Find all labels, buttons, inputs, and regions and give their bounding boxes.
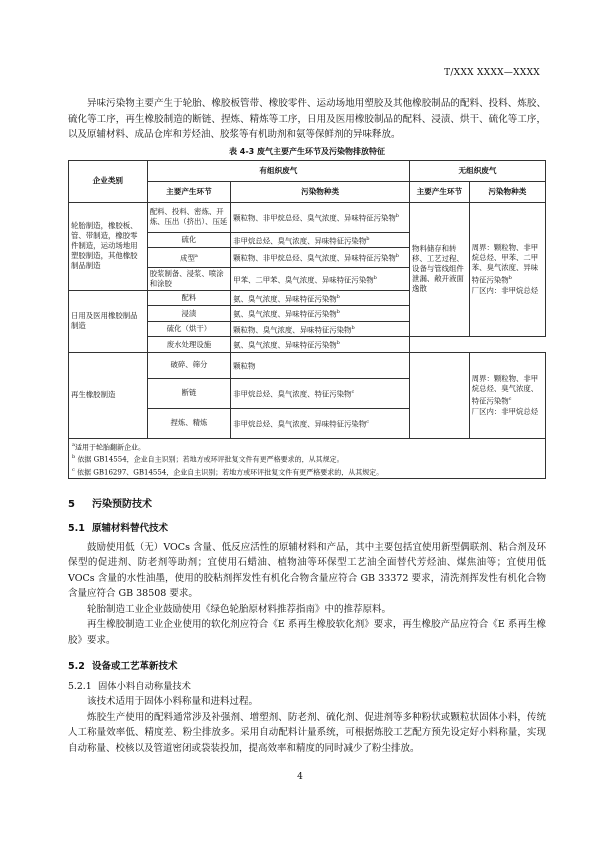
document-id: T/XXX XXXX—XXXX xyxy=(444,68,540,78)
unorg-link-shared: 物料储存和转移、工艺过程、设备与管线组件泄漏、敞开液面逸散 xyxy=(410,202,470,337)
section-5-1-paragraph-2: 轮胎制造工业企业鼓励使用《绿色轮胎原材料推荐指南》中的推荐原料。 xyxy=(87,603,392,615)
pollutant-cell: 非甲烷总烃、臭气浓度、特征污染物$^c$ xyxy=(231,378,410,408)
emission-table xyxy=(68,160,546,479)
link-cell: 成型$^a$ xyxy=(147,247,230,267)
note-a: $^a$适用于轮胎翻新企业。 xyxy=(72,441,145,452)
section-5-1-heading: 5.1 原辅材料替代技术 xyxy=(68,522,169,534)
link-cell: 配料、投料、密炼、开炼、压出（挤出）、压延 xyxy=(147,202,230,232)
header-main-link-unorganized: 主要产生环节 xyxy=(410,181,470,202)
category-recycled-rubber: 再生橡胶制造 xyxy=(69,352,148,438)
unorg-pollutant-group3: 周界：颗粒物、非甲烷总烃、臭气浓度、特征污染物$^c$ 厂区内：非甲烷总烃 xyxy=(469,352,545,438)
header-main-link-organized: 主要产生环节 xyxy=(147,181,230,202)
section-5-2-1-heading: 5.2.1 固体小料自动称量技术 xyxy=(68,681,191,693)
section-5-1-paragraph-3: 再生橡胶制造工业企业使用的软化剂应符合《E 系再生橡胶软化剂》要求，再生橡胶产品应符合《E 系再生橡胶》要求。 xyxy=(68,619,546,646)
link-cell: 废水处理设施 xyxy=(147,337,230,352)
pollutant-cell: 颗粒物、臭气浓度、异味特征污染物$^b$ xyxy=(231,321,410,336)
section-5-2-heading: 5.2 设备或工艺革新技术 xyxy=(68,661,178,673)
pollutant-cell: 氨、臭气浓度、异味特征污染物$^b$ xyxy=(231,290,410,305)
table-row xyxy=(69,352,546,378)
link-cell: 断链 xyxy=(147,378,230,408)
link-cell: 浸渍 xyxy=(147,306,230,321)
header-organized: 有组织废气 xyxy=(147,160,409,181)
header-category: 企业类别 xyxy=(69,160,148,202)
section-5-2-1-paragraph-1: 该技术适用于固体小料称量和进料过程。 xyxy=(87,696,259,708)
link-cell: 胶浆制备、浸浆、喷涂和涂胶 xyxy=(147,267,230,290)
section-5-1-paragraph-1: 鼓励使用低（无）VOCs 含量、低反应活性的原辅材料和产品，其中主要包括宜使用新型偶联剂、粘合剂及环保型的促进剂、防老剂等助剂；宜使用石蜡油、植物油等环保型工艺油全面替代芳烃油、煤焦油等；宜使用低 VOCs 含量的水性油墨，使用的胶粘剂挥发性有机化合物含量应符合 GB 33372 要求，清洗剂挥发性有机化合物含量应符合 GB 38508 要求。 xyxy=(68,541,546,600)
header-unorganized: 无组织废气 xyxy=(410,160,546,181)
page-number: 4 xyxy=(297,772,303,782)
note-c: $^c$ 依据 GB16297、GB14554，企业自主识别；若地方或环评批复文件有更严格要求的，从其规定。 xyxy=(72,466,384,476)
header-pollutant-organized: 污染物种类 xyxy=(231,181,410,202)
category-daily-medical: 日用及医用橡胶制品制造 xyxy=(69,290,148,352)
unorg-pollutant-group1-2: 周界：颗粒物、非甲烷总烃、甲苯、二甲苯、臭气浓度、异味特征污染物$^b$ 厂区内：非甲烷总烃 xyxy=(469,202,545,337)
pollutant-cell: 颗粒物、非甲烷总烃、臭气浓度、异味特征污染物$^b$ xyxy=(231,202,410,232)
section-5-heading: 5 污染预防技术 xyxy=(68,498,152,510)
section-5-2-1-paragraph-2: 炼胶生产使用的配料通常涉及补强剂、增塑剂、防老剂、硫化剂、促进剂等多种粉状或颗粒状固体小料，传统人工称量效率低、精度差、粉尘排放多。采用自动配料计量系统，可根据炼胶工艺配方预先设定好小料称量，实现自动称量、校核以及管道密闭或袋装投加，提高效率和精度的同时减少了粉尘排放。 xyxy=(68,711,546,754)
pollutant-cell: 氨、臭气浓度、异味特征污染物$^b$ xyxy=(231,337,410,352)
table-caption: 表 4-3 废气主要产生环节及污染物排放特征 xyxy=(228,146,386,156)
intro-paragraph: 异味污染物主要产生于轮胎、橡胶板管带、橡胶零件、运动场地用塑胶及其他橡胶制品的配料、投料、炼胶、硫化等工序，再生橡胶制造的断链、捏炼、精炼等工序，日用及医用橡胶制品的配料、浸渍、烘干、硫化等工序，以及原辅材料、成品仓库和芳烃油、胶浆等有机助剂和氨等保鲜剂的异味释放。 xyxy=(68,98,546,140)
pollutant-cell: 非甲烷总烃、臭气浓度、异味特征污染物$^c$ xyxy=(231,408,410,438)
pollutant-cell: 甲苯、二甲苯、臭气浓度、异味特征污染物$^b$ xyxy=(231,267,410,290)
table-notes xyxy=(69,438,546,478)
link-cell: 硫化 xyxy=(147,232,230,247)
header-pollutant-unorganized: 污染物种类 xyxy=(469,181,545,202)
pollutant-cell: 氨、臭气浓度、异味特征污染物$^b$ xyxy=(231,306,410,321)
pollutant-cell: 非甲烷总烃、臭气浓度、异味特征污染物$^b$ xyxy=(231,232,410,247)
pollutant-cell: 颗粒物、非甲烷总烃、臭气浓度、异味特征污染物$^b$ xyxy=(231,247,410,267)
category-tire: 轮胎制造，橡胶板、管、带制造，橡胶零件制造，运动场地用塑胶制造，其他橡胶制品制造 xyxy=(69,202,148,290)
link-cell: 破碎、筛分 xyxy=(147,352,230,378)
table-row xyxy=(69,202,546,232)
note-b: $^b$ 依据 GB14554，企业自主识别；若地方或环评批复文件有更严格要求的，从其规定。 xyxy=(72,454,344,464)
link-cell: 硫化（烘干） xyxy=(147,321,230,336)
unorg-link-empty xyxy=(410,352,470,438)
link-cell: 配料 xyxy=(147,290,230,305)
pollutant-cell: 颗粒物 xyxy=(231,352,410,378)
page-content xyxy=(68,96,546,756)
link-cell: 捏炼、精炼 xyxy=(147,408,230,438)
